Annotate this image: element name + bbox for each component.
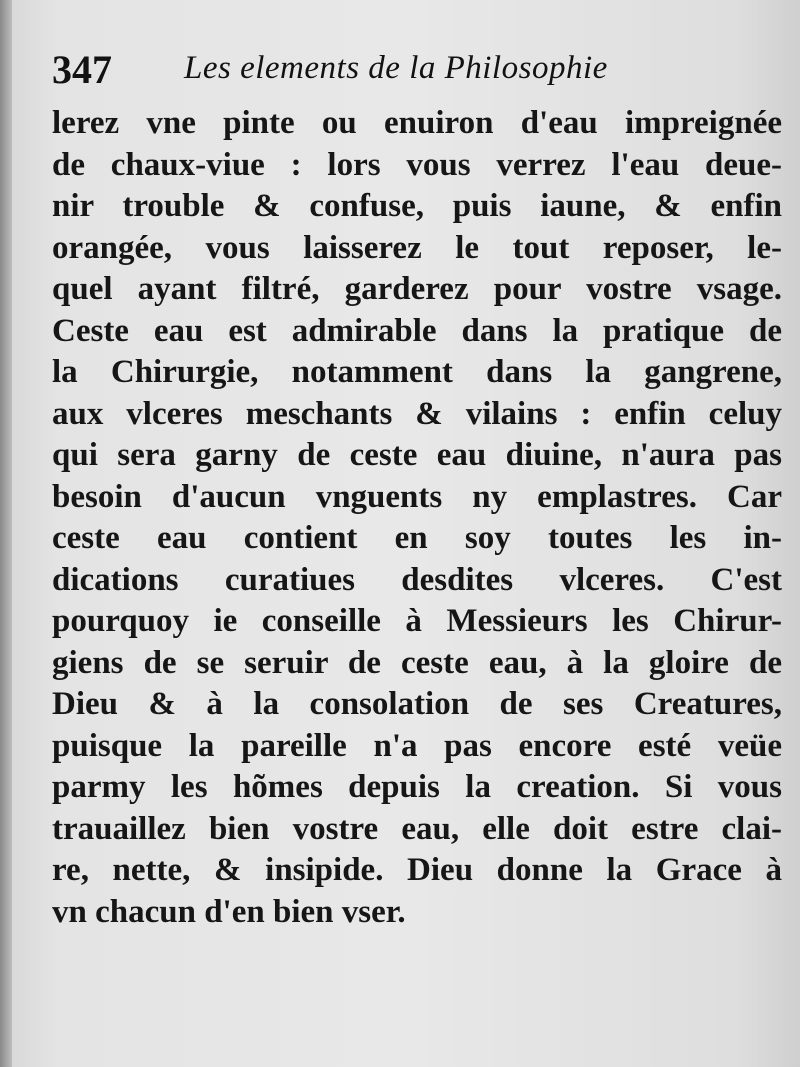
text-line: besoin d'aucun vnguents ny emplastres. Car xyxy=(52,478,782,515)
text-line: aux vlceres meschants & vilains : enfin celuy xyxy=(52,395,782,432)
text-line: dications curatiues desdites vlceres. C'est xyxy=(52,561,782,598)
text-line: quel ayant filtré, garderez pour vostre vsage. xyxy=(52,271,782,307)
text-line: qui sera garny de ceste eau diuine, n'aura pas xyxy=(52,437,782,473)
body-text xyxy=(52,103,782,933)
text-line: giens de se seruir de ceste eau, à la gloire de xyxy=(52,644,782,681)
text-line-last: vn chacun d'en bien vser. xyxy=(52,893,406,930)
text-line: orangée, vous laisserez le tout reposer, le- xyxy=(52,229,782,266)
text-line: la Chirurgie, notamment dans la gangrene, xyxy=(52,354,782,390)
text-line: Dieu & à la consolation de ses Creatures, xyxy=(52,686,782,722)
text-line: nir trouble & confuse, puis iaune, & enfin xyxy=(52,188,782,224)
text-line: ceste eau contient en soy toutes les in- xyxy=(52,520,782,556)
text-line: pourquoy ie conseille à Messieurs les Chirur- xyxy=(52,603,782,639)
text-line: lerez vne pinte ou enuiron d'eau impreignée xyxy=(52,105,782,141)
page-header xyxy=(52,46,752,96)
text-line: trauaillez bien vostre eau, elle doit estre clai- xyxy=(52,810,782,847)
page-number: 347 xyxy=(52,47,112,92)
text-line: de chaux-viue : lors vous verrez l'eau deue- xyxy=(52,146,782,183)
page-edge-shadow xyxy=(0,0,12,1067)
book-page xyxy=(12,0,800,1067)
text-line: Ceste eau est admirable dans la pratique de xyxy=(52,312,782,349)
running-title: Les elements de la Philosophie xyxy=(184,50,608,86)
text-line: puisque la pareille n'a pas encore esté veüe xyxy=(52,727,782,764)
text-line: parmy les hõmes depuis la creation. Si vous xyxy=(52,769,782,805)
text-line: re, nette, & insipide. Dieu donne la Grace à xyxy=(52,852,782,888)
